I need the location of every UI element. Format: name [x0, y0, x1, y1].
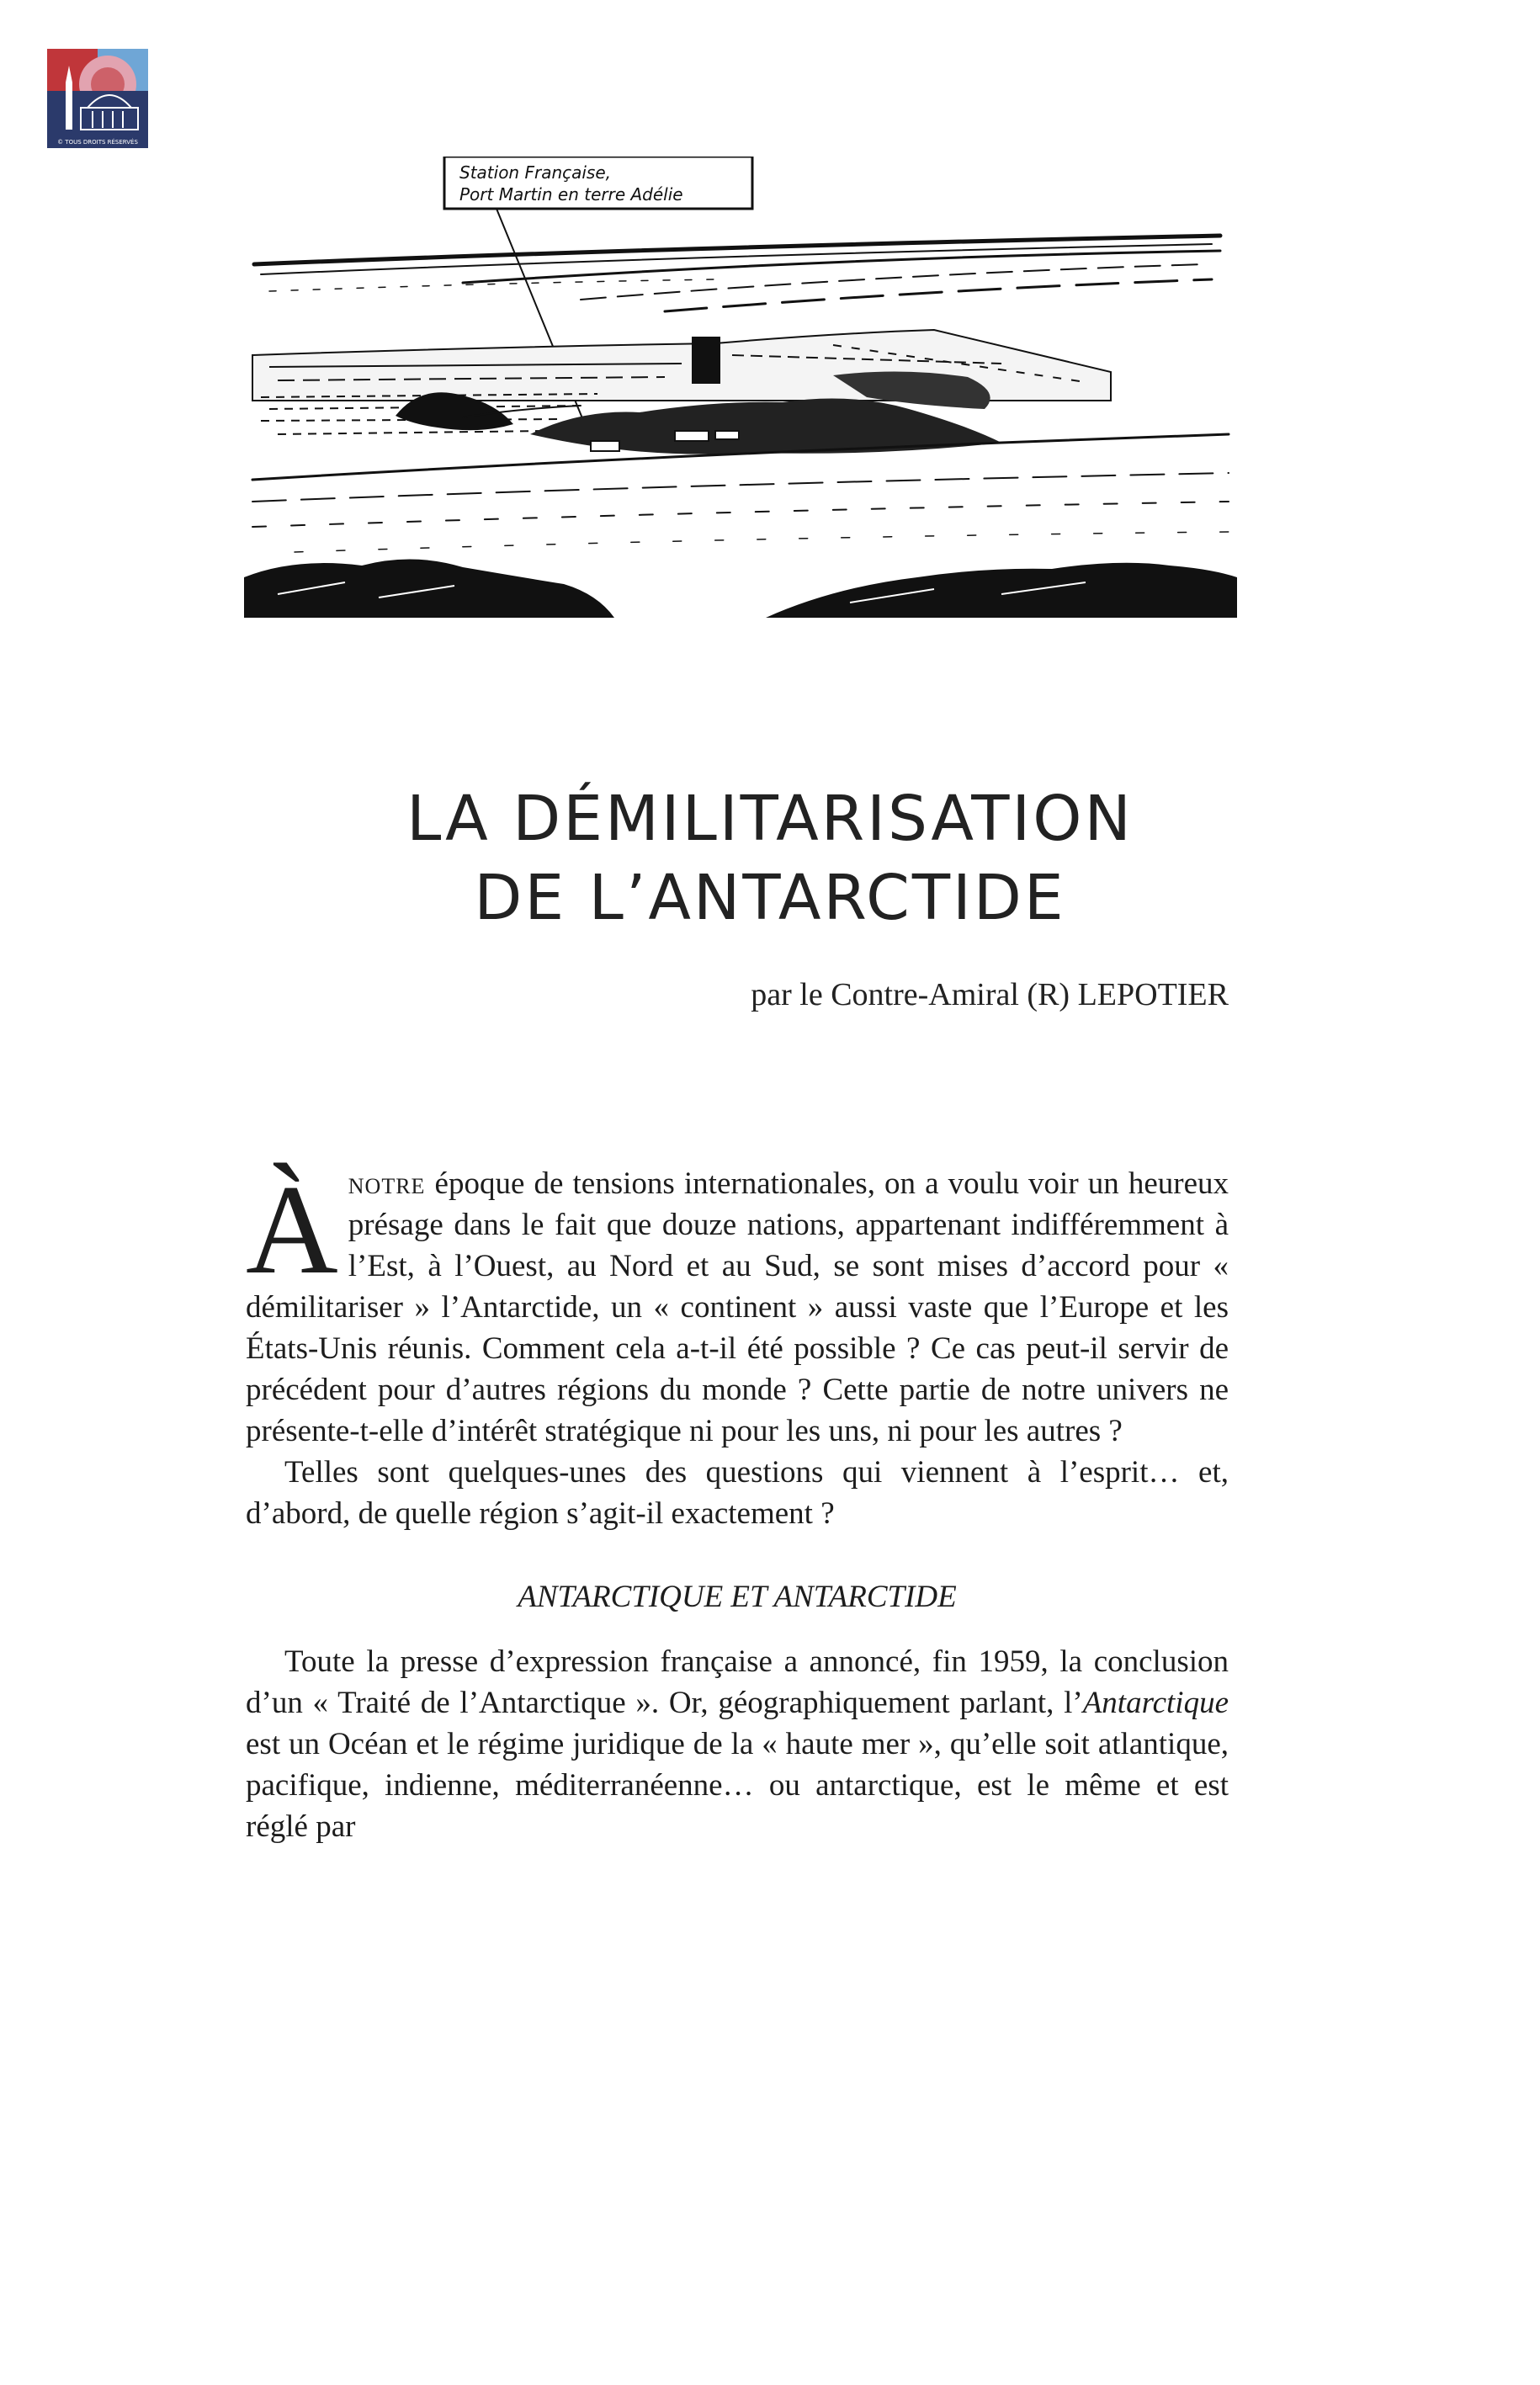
paragraph-3-text-b: est un Océan et le régime juridique de la « haute mer », qu’elle soit atlantique, pacifique, indienne, méditerranéenne… ou antarctique, est le même et est réglé par: [246, 1727, 1229, 1844]
paragraph-3: [246, 1641, 1229, 1847]
article-body: [246, 1159, 1229, 1847]
publisher-logo: [47, 49, 148, 148]
drop-cap: À: [246, 1159, 338, 1300]
article-title-line2: DE L’ANTARCTIDE: [474, 862, 1066, 934]
illustration-label-line2: Port Martin en terre Adélie: [459, 184, 683, 205]
station-illustration: [244, 157, 1237, 635]
paragraph-1: [246, 1159, 1229, 1452]
article-title-line1: LA DÉMILITARISATION: [406, 783, 1134, 855]
paragraph-3-italic: Antarctique: [1082, 1686, 1229, 1720]
paragraph-2: Telles sont quelques-unes des questions qui viennent à l’esprit… et, d’abord, de quelle région s’agit-il exactement ?: [246, 1455, 1229, 1531]
illustration-label-line1: Station Française,: [459, 162, 612, 183]
paragraph-1-text: époque de tensions internationales, on a voulu voir un heureux présage dans le fait que douze nations, appartenant indifféremment à l’Est, à l’Ouest, au Nord et au Sud, se sont mises d’accord pour « démilitariser » l’Antarctide, un « continent » aussi vaste que l’Europe et les États-Unis réunis. Comment cela a-t-il été possible ? Ce cas peut-il servir de précédent pour d’autres régions du monde ? Cette partie de notre univers ne présente-t-elle d’intérêt stratégique ni pour les uns, ni pour les autres ?: [246, 1166, 1229, 1448]
section-heading: ANTARCTIQUE ET ANTARCTIDE: [518, 1580, 957, 1614]
small-caps-lead: notre: [348, 1166, 426, 1201]
article-byline: par le Contre-Amiral (R) LEPOTIER: [751, 977, 1229, 1012]
paragraph-3-text-a: Toute la presse d’expression française a annoncé, fin 1959, la conclusion d’un « Traité de l’Antarctique ». Or, géographiquement parlant, l’: [246, 1644, 1229, 1720]
logo-caption: © TOUS DROITS RÉSERVÉS: [57, 139, 138, 146]
